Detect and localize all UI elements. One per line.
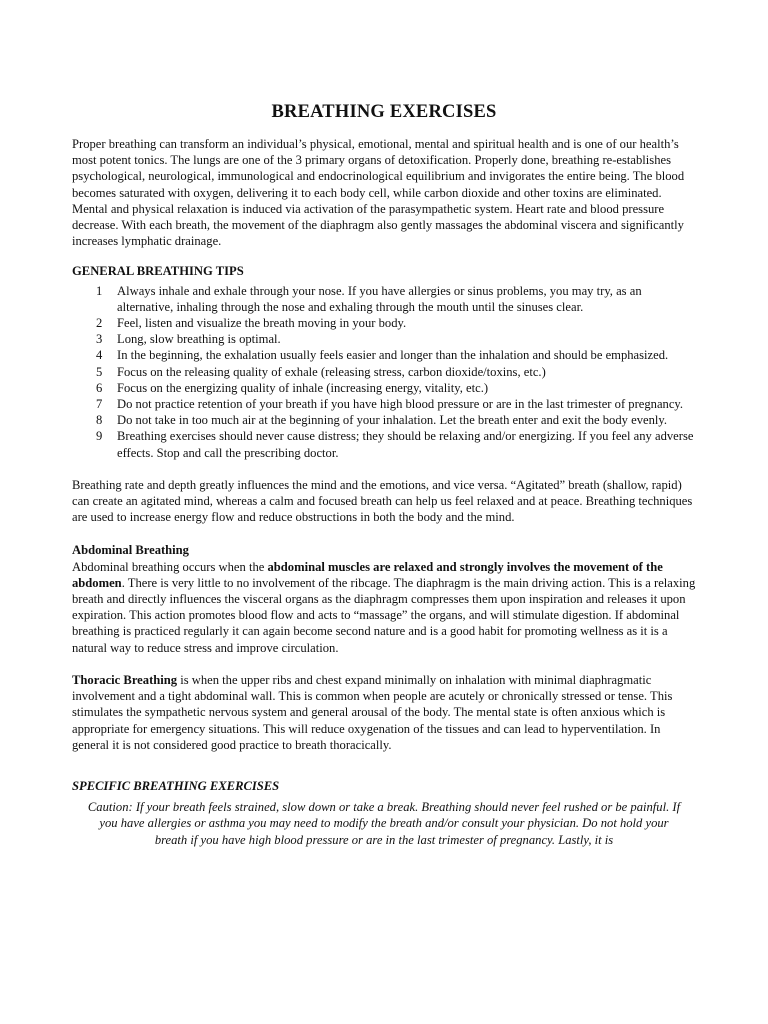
- list-item: [72, 315, 696, 331]
- specific-exercises-heading: SPECIFIC BREATHING EXERCISES: [72, 778, 280, 793]
- abdominal-lead-text: Abdominal breathing occurs when the: [72, 559, 268, 574]
- list-item: [72, 364, 696, 380]
- list-item: [72, 347, 696, 363]
- list-item-text: Do not practice retention of your breath if you have high blood pressure or are in the last trimester of pregnancy.: [117, 397, 684, 412]
- abdominal-breathing-paragraph: [72, 559, 696, 656]
- list-item-text: Feel, listen and visualize the breath moving in your body.: [117, 316, 407, 331]
- list-item-number: 4: [96, 348, 103, 363]
- caution-paragraph: Caution: If your breath feels strained, slow down or take a break. Breathing should never feel rushed or be painful. If you have allergies or asthma you may need to modify the breath and/or consult your physician. Do not hold your breath if you have high blood pressure or are in the last trimester of pregnancy. Lastly, it is: [87, 800, 681, 847]
- list-item-number: 7: [96, 397, 103, 412]
- list-item-text: Focus on the releasing quality of exhale (releasing stress, carbon dioxide/toxins, etc.): [117, 364, 546, 379]
- list-item: [72, 380, 696, 396]
- list-item-number: 3: [96, 332, 103, 347]
- list-item-text: Do not take in too much air at the beginning of your inhalation. Let the breath enter and exit the body evenly.: [117, 413, 667, 428]
- document-title: BREATHING EXERCISES: [271, 102, 497, 122]
- list-item-number: 6: [96, 380, 103, 395]
- list-item-number: 5: [96, 364, 103, 379]
- list-item-number: 9: [96, 429, 103, 444]
- list-item: [72, 283, 696, 315]
- list-item: [72, 331, 696, 347]
- list-item: [72, 428, 696, 460]
- abdominal-rest-text: . There is very little to no involvement of the ribcage. The diaphragm is the main driving action. This is a relaxing breath and directly influences the visceral organs as the diaphragm compresses them upon inspiration and releases it upon expiration. This action promotes blood flow and acts to “massage” the organs, and will stimulate digestion. If abdominal breathing is practiced regularly it can again become second nature and is a good habit for promoting wellness as it is a natural way to reduce stress and improve circulation.: [72, 575, 696, 655]
- thoracic-rest-text: is when the upper ribs and chest expand minimally on inhalation with minimal diaphragmatic involvement and a tight abdominal wall. This is common when people are acutely or chronically stressed or tense. This stimulates the sympathetic nervous system and general arousal of the body. The mental state is often anxious which is appropriate for emergency situations. This will reduce oxygenation of the tissues and can lead to hyperventilation. In general it is not considered good practice to breath thoracically.: [72, 672, 673, 752]
- list-item: [72, 396, 696, 412]
- list-item-text: Focus on the energizing quality of inhale (increasing energy, vitality, etc.): [117, 380, 489, 395]
- list-item-number: 1: [96, 283, 103, 298]
- thoracic-breathing-term: Thoracic Breathing: [72, 672, 178, 687]
- intro-paragraph: Proper breathing can transform an individual’s physical, emotional, mental and spiritual health and is one of our health’s most potent tonics. The lungs are one of the 3 primary organs of detoxification. Properly done, breathing re-establishes psychological, neurological, immunological and endocrinological equilibrium and invigorates the entire being. The blood becomes saturated with oxygen, delivering it to each body cell, while carbon dioxide and other toxins are eliminated. Mental and physical relaxation is induced via activation of the parasympathetic system. Heart rate and blood pressure decrease. With each breath, the movement of the diaphragm also gently massages the abdominal viscera and significantly increases lymphatic drainage.: [72, 137, 685, 249]
- list-item-text: Breathing exercises should never cause distress; they should be relaxing and/or energizing. If you feel any adverse effects. Stop and call the prescribing doctor.: [117, 429, 694, 460]
- list-item-text: Always inhale and exhale through your nose. If you have allergies or sinus problems, you may try, as an alternative, inhaling through the nose and exhaling through the mouth until the sinuses clear.: [117, 283, 642, 314]
- general-tips-heading: GENERAL BREATHING TIPS: [72, 264, 244, 279]
- list-item-number: 2: [96, 316, 103, 331]
- list-item-text: In the beginning, the exhalation usually feels easier and longer than the inhalation and should be emphasized.: [117, 348, 669, 363]
- list-item-number: 8: [96, 413, 103, 428]
- general-tips-list: [72, 283, 696, 461]
- list-item: [72, 412, 696, 428]
- document-content: [72, 101, 696, 848]
- thoracic-breathing-paragraph: [72, 672, 696, 753]
- abdominal-emphasis-text: abdominal muscles are relaxed and strongly involves the movement of the abdomen: [72, 559, 663, 590]
- breathing-rate-paragraph: Breathing rate and depth greatly influences the mind and the emotions, and vice versa. “Agitated” breath (shallow, rapid) can create an agitated mind, whereas a calm and focused breath can help us feel relaxed and at peace. Breathing techniques are used to increase energy flow and reduce obstructions in both the body and the mind.: [72, 477, 693, 525]
- list-item-text: Long, slow breathing is optimal.: [117, 332, 281, 347]
- abdominal-breathing-heading: Abdominal Breathing: [72, 543, 189, 558]
